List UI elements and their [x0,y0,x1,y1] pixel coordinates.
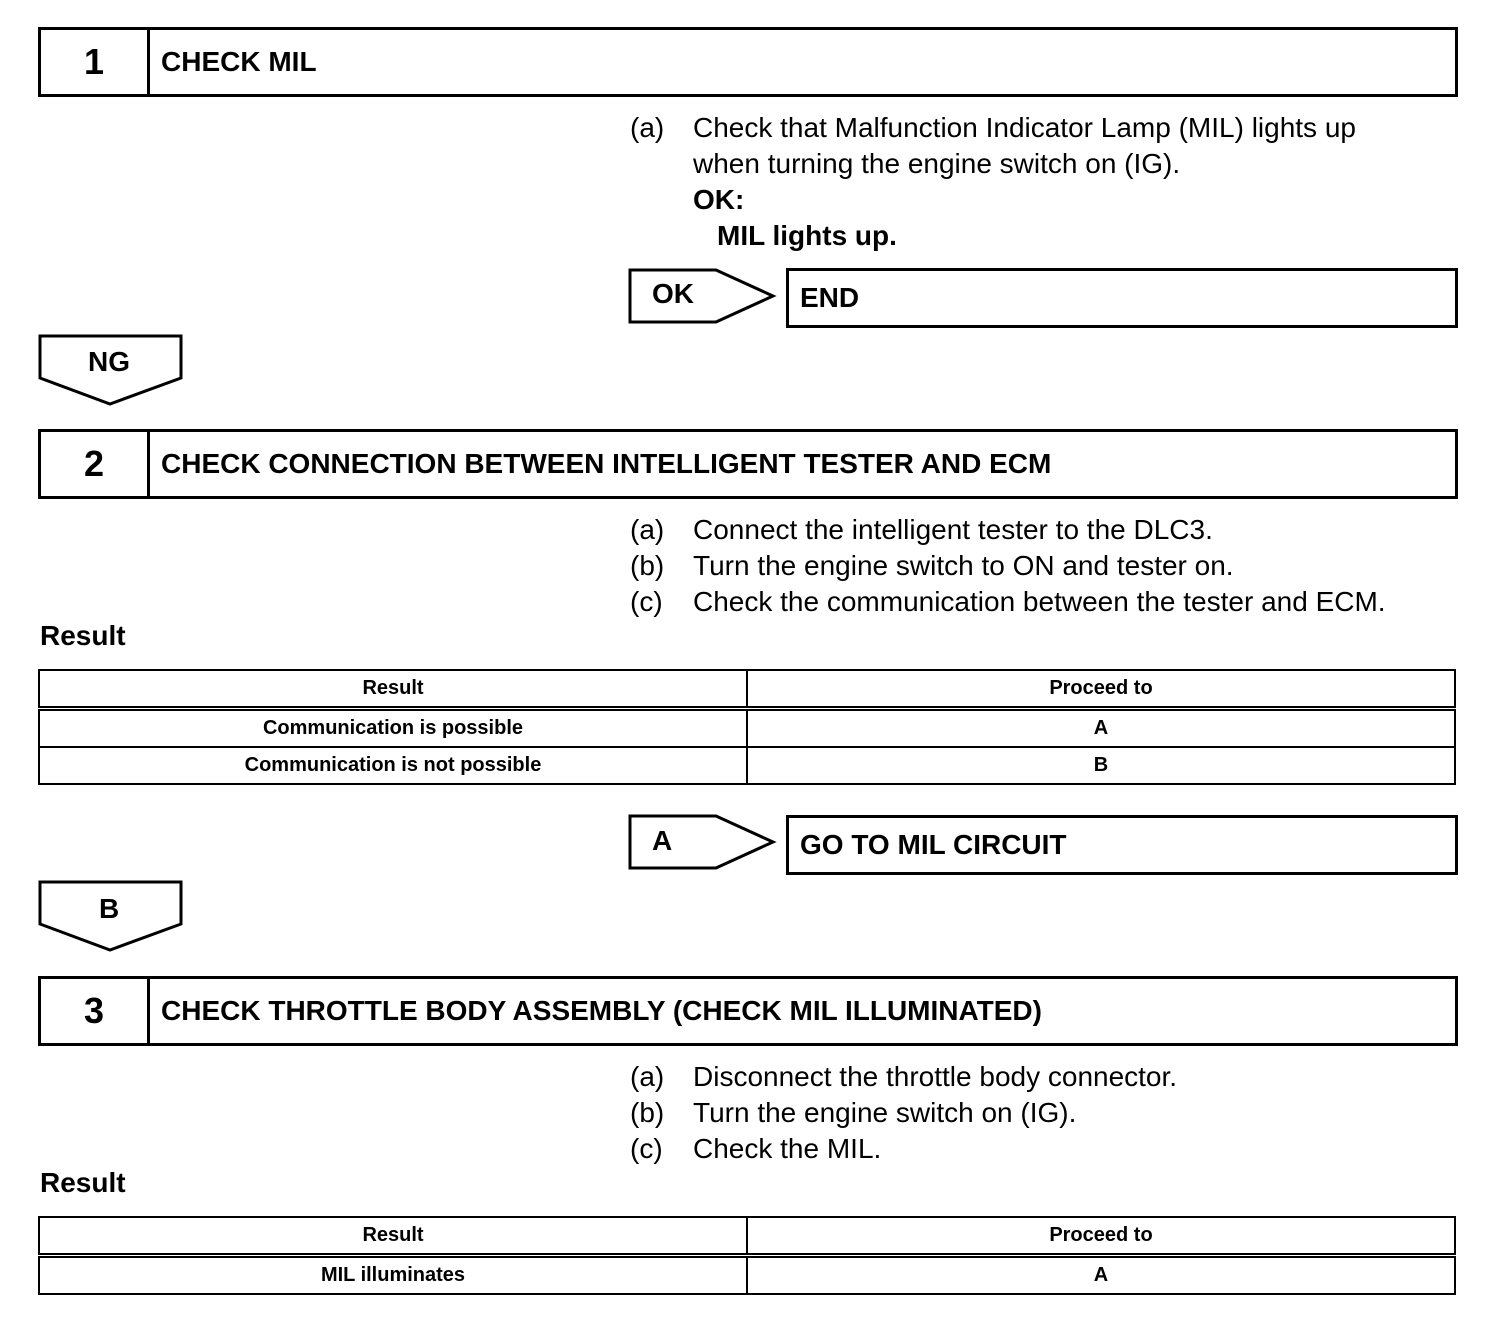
instruction-label: (a) [630,112,665,143]
table-header-row [39,670,1455,709]
step-3-instructions [630,1059,1177,1167]
instruction-text: Connect the intelligent tester to the DLC3. [693,514,1213,545]
table-header-cell: Result [39,1217,747,1256]
instruction-text: Turn the engine switch on (IG). [693,1097,1077,1128]
step-2-header [38,429,1458,499]
step-2-result-title: Result [40,620,126,651]
table-cell: Communication is not possible [39,747,747,784]
instruction-text: when turning the engine switch on (IG). [693,148,1181,179]
instruction-item [630,548,1386,584]
step-1-number: 1 [41,30,150,94]
b-branch-label: B [99,893,120,924]
table-cell: A [747,1256,1455,1295]
instruction-label: (a) [630,514,665,545]
instruction-item [630,1131,1177,1167]
instruction-item-continued [630,146,1356,182]
step-1-title: CHECK MIL [161,46,317,77]
step-3-result-table [38,1216,1456,1295]
table-row [39,747,1455,784]
go-to-mil-circuit-box: GO TO MIL CIRCUIT [786,815,1458,875]
ok-criteria-value: MIL lights up. [717,220,897,251]
table-row [39,1256,1455,1295]
end-box: END [786,268,1458,328]
instruction-label: (b) [630,550,665,581]
instruction-label: (c) [630,1133,663,1164]
table-header-cell: Proceed to [747,670,1455,709]
instruction-text: Check the communication between the tester and ECM. [693,586,1386,617]
table-header-cell: Result [39,670,747,709]
step-1-instructions [630,110,1356,254]
instruction-item [630,512,1386,548]
step-3-header [38,976,1458,1046]
instruction-text: Turn the engine switch to ON and tester on. [693,550,1234,581]
instruction-item [630,1059,1177,1095]
a-branch-label: A [652,825,673,856]
step-3-result-title: Result [40,1167,126,1198]
table-header-cell: Proceed to [747,1217,1455,1256]
instruction-label: (c) [630,586,663,617]
instruction-label: (b) [630,1097,665,1128]
table-row [39,709,1455,748]
table-header-row [39,1217,1455,1256]
instruction-text: Disconnect the throttle body connector. [693,1061,1178,1092]
ok-branch-arrow [628,268,778,326]
instruction-item [630,584,1386,620]
instruction-text: Check that Malfunction Indicator Lamp (MIL) lights up [693,112,1356,143]
step-1-header [38,27,1458,97]
ok-criteria-label: OK: [693,184,745,215]
instruction-item [630,1095,1177,1131]
ok-branch-label: OK [652,278,694,309]
step-3-number: 3 [41,979,150,1043]
instruction-item [630,110,1356,146]
instruction-label: (a) [630,1061,665,1092]
step-2-title: CHECK CONNECTION BETWEEN INTELLIGENT TESTER AND ECM [161,448,1052,479]
table-cell: A [747,709,1455,748]
step-3-title: CHECK THROTTLE BODY ASSEMBLY (CHECK MIL ILLUMINATED) [161,995,1042,1026]
a-branch-arrow [628,814,778,872]
ng-branch-label: NG [88,346,130,377]
instruction-text: Check the MIL. [693,1133,882,1164]
step-2-instructions [630,512,1386,620]
table-cell: MIL illuminates [39,1256,747,1295]
step-2-result-table [38,669,1456,785]
table-cell: Communication is possible [39,709,747,748]
table-cell: B [747,747,1455,784]
step-2-number: 2 [41,432,150,496]
